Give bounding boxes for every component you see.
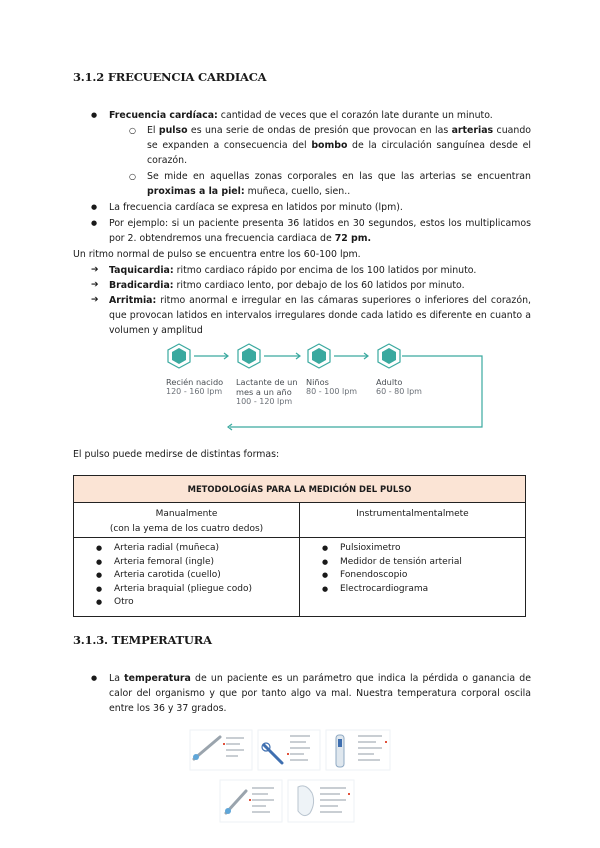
list-item: ● Medidor de tensión arterial xyxy=(322,556,525,570)
hexagon-icon xyxy=(166,343,192,369)
table-title: METODOLOGÍAS PARA LA MEDICIÓN DEL PULSO xyxy=(74,476,526,503)
instrumental-methods-list xyxy=(300,538,525,602)
stage-range: 120 - 160 lpm xyxy=(166,387,223,396)
list-item xyxy=(91,671,531,716)
col-instrumental-cell xyxy=(300,538,526,617)
frecuencia-bullet-list xyxy=(91,108,531,247)
rhythm-arrow-list xyxy=(91,263,531,338)
text: es una serie de ondas de presión que provocan en las xyxy=(187,125,452,136)
text: de la circulación sanguínea desde el corazón. xyxy=(147,140,531,166)
col-header-line: (con la yema de los cuatro dedos) xyxy=(109,524,264,534)
list-item xyxy=(91,216,531,246)
stage-recien-nacido xyxy=(166,343,236,397)
list-item xyxy=(129,169,531,199)
term-bradicardia: Bradicardia: xyxy=(109,280,174,291)
list-item xyxy=(91,293,531,338)
stage-adulto xyxy=(376,343,446,397)
thermometers-illustration xyxy=(186,725,396,825)
stage-title: Lactante de un mes a un año xyxy=(236,377,298,397)
definition-text: cantidad de veces que el corazón late durante un minuto. xyxy=(217,110,493,121)
list-item xyxy=(91,263,531,278)
heart-rate-by-age-infographic xyxy=(160,343,490,435)
pulse-sub-list xyxy=(129,123,531,199)
pulse-intro-text: El pulso puede medirse de distintas formas: xyxy=(73,449,280,460)
text: Por ejemplo: si un paciente presenta 36 latidos en 30 segundos, estos los multiplicamos por 2. obtendremos una frecuencia cardiaca de xyxy=(109,218,531,244)
col-header-manual xyxy=(74,503,300,538)
list-item: ● Otro xyxy=(96,596,299,610)
bold-text: bombo xyxy=(311,140,348,151)
col-header-instrumental: Instrumentalmentalmete xyxy=(300,503,526,538)
temperatura-bullet-list xyxy=(91,671,531,717)
list-item xyxy=(91,278,531,293)
stage-title: Recién nacido xyxy=(166,377,224,387)
text: ritmo anormal e irregular en las cámaras superiores o inferiores del corazón, que provocan latidos en intervalos irregulares donde cada latido es diferente en cuanto a volumen y amplitud xyxy=(109,295,531,336)
list-item: ● Arteria carotida (cuello) xyxy=(96,569,299,583)
col-header-line: Manualmente xyxy=(155,509,218,519)
thermometer-icon xyxy=(288,780,354,822)
list-item xyxy=(91,108,531,199)
list-item: ● Arteria braquial (pliegue codo) xyxy=(96,583,299,597)
manual-methods-list xyxy=(74,538,299,616)
normal-range-text: Un ritmo normal de pulso se encuentra entre los 60-100 lpm. xyxy=(73,249,361,260)
stage-title: Niños xyxy=(306,377,329,387)
stage-range: 80 - 100 lpm xyxy=(306,387,358,396)
term-frecuencia: Frecuencia cardíaca: xyxy=(109,110,218,121)
thermometer-icon xyxy=(258,730,320,770)
section-heading-frecuencia: 3.1.2 FRECUENCIA CARDIACA xyxy=(73,70,267,84)
thermometer-icon xyxy=(220,780,282,822)
list-item: ● Electrocardiograma xyxy=(322,583,525,597)
stage-range: 100 - 120 lpm xyxy=(236,397,293,406)
col-manual-cell xyxy=(74,538,300,617)
hexagon-icon xyxy=(236,343,262,369)
bold-text: temperatura xyxy=(124,673,191,684)
text: de un paciente es un parámetro que indica la pérdida o ganancia de calor del organismo y que por tanto algo va mal. Nuestra temperatura corporal oscila entre los 36 y 37 grados. xyxy=(109,673,531,714)
term-taquicardia: Taquicardia: xyxy=(109,265,174,276)
text: ritmo cardiaco lento, por debajo de los 60 latidos por minuto. xyxy=(173,280,465,291)
list-item: ● Pulsioximetro xyxy=(322,542,525,556)
thermometer-icon xyxy=(190,730,252,770)
section-heading-temperatura: 3.1.3. TEMPERATURA xyxy=(73,633,212,647)
text: La frecuencia cardíaca se expresa en latidos por minuto (lpm). xyxy=(109,202,403,213)
stage-title: Adulto xyxy=(376,377,403,387)
list-item: ● Fonendoscopio xyxy=(322,569,525,583)
stage-ninos xyxy=(306,343,376,397)
stage-lactante xyxy=(236,343,306,407)
text: cuando se expanden a consecuencia del xyxy=(147,125,532,151)
list-item: ● Arteria femoral (ingle) xyxy=(96,556,299,570)
pulse-methods-table xyxy=(73,475,526,617)
bold-text: pulso xyxy=(158,125,188,136)
hexagon-icon xyxy=(376,343,402,369)
stage-range: 60 - 80 lpm xyxy=(376,387,422,396)
text: muñeca, cuello, sien.. xyxy=(244,186,351,197)
list-item xyxy=(129,123,531,168)
list-item: ● Arteria radial (muñeca) xyxy=(96,542,299,556)
bold-text: arterias xyxy=(451,125,494,136)
text: La xyxy=(109,673,125,684)
bold-text: 72 pm. xyxy=(334,233,372,244)
bold-text: proximas a la piel: xyxy=(147,186,245,197)
text: Se mide en aquellas zonas corporales en las que las arterias se encuentran xyxy=(147,171,531,182)
text: ritmo cardiaco rápido por encima de los 100 latidos por minuto. xyxy=(173,265,477,276)
hexagon-icon xyxy=(306,343,332,369)
term-arritmia: Arritmia: xyxy=(109,295,157,306)
list-item xyxy=(91,200,531,215)
text: El xyxy=(147,125,159,136)
thermometer-icon xyxy=(326,730,390,770)
